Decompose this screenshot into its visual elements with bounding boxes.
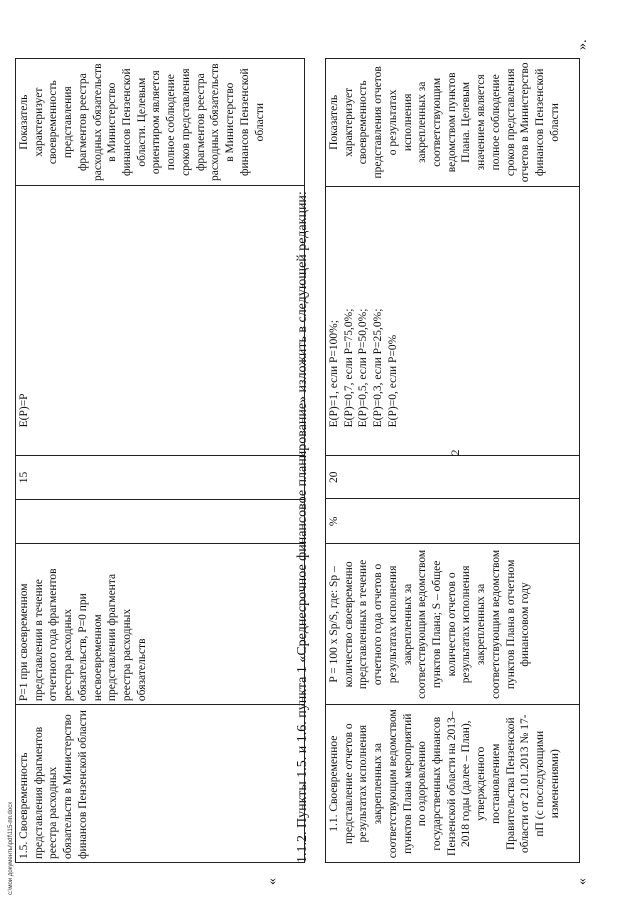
quote-open-2: « (265, 878, 280, 885)
table-row (16, 59, 305, 863)
evaluation-line: E(P)=0,7, если P=75,0%; (342, 308, 355, 428)
formula-cell: P = 100 x Sp/S, где: Sp – количество своевременно представленных в течение отчетного года отчетов о результатах исполнения закрепленных за соответствующим ведомством пунктов Плана; S – общее количество отчетов о результатах исполнения закрепленных за соответствующим ведомством пунктов Плана в отчетном финансовом году (326, 544, 580, 705)
evaluation-line: E(P)=1, если P=100%; (328, 320, 340, 428)
evaluation-cell: E(P)=P (16, 186, 305, 456)
evaluation-line: E(P)=0, если P=0% (386, 334, 399, 428)
section-heading: 1.1.2. Пункты 1.5. и 1.6. пункта 1 «Среднесрочное финансовое планирование» изложить в следующей редакции: (295, 191, 310, 863)
quote-close-1: ». (575, 39, 590, 50)
description-cell: Показатель характеризует своевременность представления отчетов о результатах исполнения закрепленных за соответствующим ведомством пунктов Плана. Целевым значением является полное соблюдение сроков представления отчетов в Министерство финансов Пензенской области (326, 59, 580, 187)
evaluation-cell (326, 186, 580, 456)
evaluation-line: E(P)=0,3, если P=25,0%; (372, 308, 385, 428)
indicator-table-2 (15, 58, 305, 863)
indicator-name-cell: 1.5. Своевременность представления фрагментов реестра расходных обязательств в Министерство финансов Пензенской области (16, 705, 305, 863)
indicator-table-1 (325, 58, 580, 863)
unit-cell (16, 499, 305, 543)
unit-cell: % (326, 499, 580, 544)
page-number: 2 (448, 449, 462, 456)
weight-cell: 20 (326, 456, 580, 499)
file-path-footer: c:\мои документы\pdf\115-пп.docx (8, 801, 14, 895)
quote-open-1: « (575, 878, 590, 885)
evaluation-line: E(P)=0,5, если P=50,0%; (357, 308, 370, 428)
weight-cell: 15 (16, 456, 305, 499)
description-cell: Показатель характеризует своевременность представления фрагментов реестра расходных обязательств в Министерство финансов Пензенской области. Целевым ориентиром является полное соблюдение сроков представления фрагментов реестра расходных обязательств в Министерство финансов Пензенской области (16, 59, 305, 186)
formula-cell: P=1 при своевременном представлении в течение отчетного года фрагментов реестра расходных обязательств, P=0 при несвоевременном представлении фрагмента реестра расходных обязательств (16, 543, 305, 704)
table-row (326, 59, 580, 863)
indicator-name-cell: 1.1. Своевременное представление отчетов о результатах исполнения закрепленных за соответствующим ведомством пунктов Плана мероприятий по оздоровлению государственных финансов Пензенской области на 2013–2018 годы (далее – План), утвержденного постановлением Правительства Пензенской области от 21.01.2013 № 17-пП (с последующими изменениями) (326, 705, 580, 863)
